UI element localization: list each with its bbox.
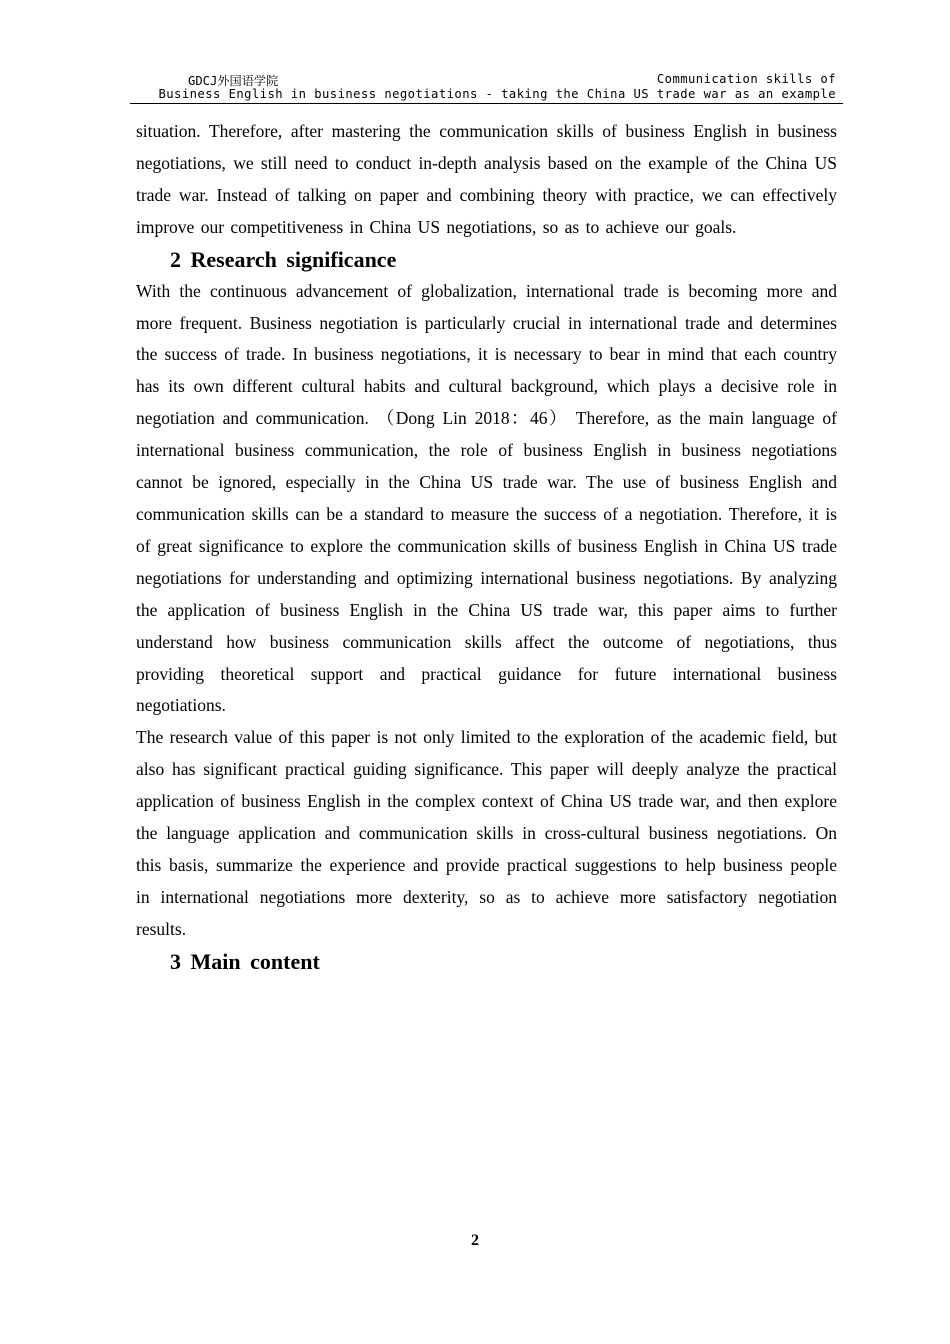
research-significance-paragraph-2: The research value of this paper is not only limited to the exploration of the academic field, but also has significant practical guiding significance. This paper will deeply analyze the practical application of business English in the complex context of China US trade war, and then explore the language application and communication skills in cross-cultural business negotiations. On this basis, summarize the experience and provide practical suggestions to help business people in international negotiations more dexterity, so as to achieve more satisfactory negotiation results. [136,727,837,939]
intro-paragraph: situation. Therefore, after mastering the communication skills of business English in business negotiations, we still need to conduct in-depth analysis based on the example of the China US trade war. Instead of talking on paper and combining theory with practice, we can effectively improve our competitiveness in China US negotiations, so as to achieve our goals. [136,121,837,237]
header-institution: GDCJ外国语学院 [188,74,279,88]
section-heading-research-significance: 2 Research significance [170,246,397,272]
header-title-line-2: Business English in business negotiations - taking the China US trade war as an example [158,87,836,101]
page-number: 2 [471,1232,479,1249]
header-title-line-1: Communication skills of [656,72,836,86]
research-significance-paragraph-1: With the continuous advancement of globalization, international trade is becoming more and more frequent. Business negotiation is particularly crucial in international trade and determines the success of trade. In business negotiations, it is necessary to bear in mind that each country has its own different cultural habits and cultural background, which plays a decisive role in negotiation and communication. （Dong Lin 2018：46） Therefore, as the main language of international business communication, the role of business English in business negotiations cannot be ignored, especially in the China US trade war. The use of business English and communication skills can be a standard to measure the success of a negotiation. Therefore, it is of great significance to explore the communication skills of business English in China US trade negotiations for understanding and optimizing international business negotiations. By analyzing the application of business English in the China US trade war, this paper aims to further understand how business communication skills affect the outcome of negotiations, thus providing theoretical support and practical guidance for future international business negotiations. [136,280,837,716]
page-header [130,70,843,104]
document-body [136,116,837,978]
section-heading-main-content: 3 Main content [170,948,320,974]
